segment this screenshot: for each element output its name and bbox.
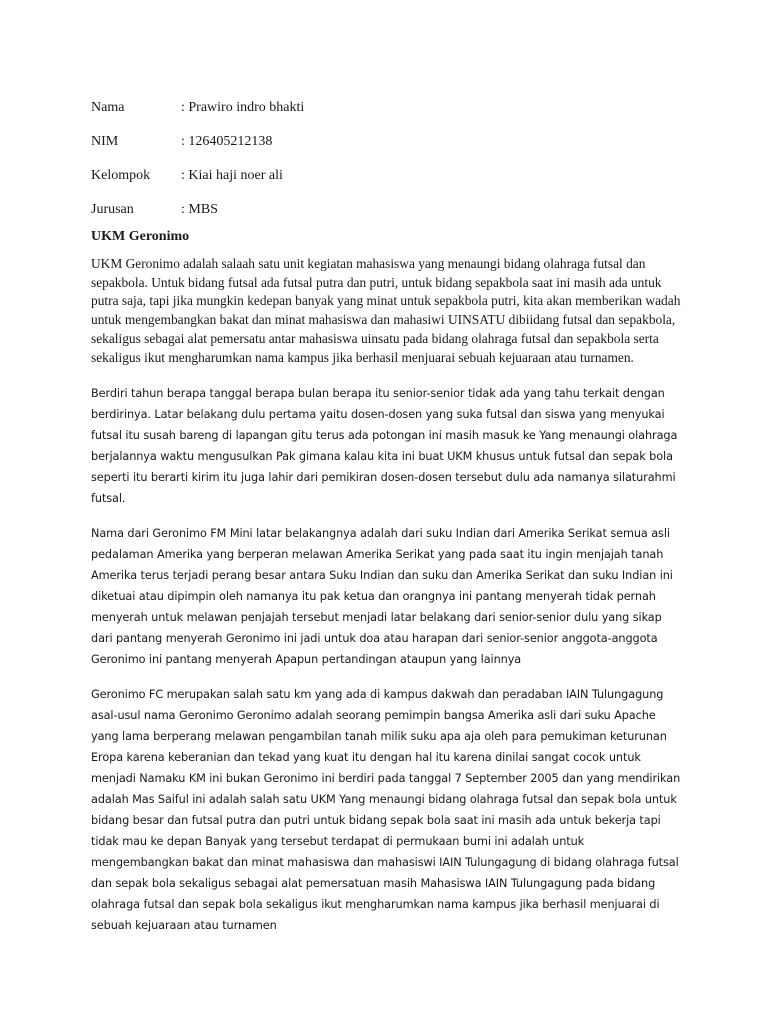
jurusan-value: : MBS bbox=[181, 202, 218, 217]
info-row-jurusan bbox=[91, 193, 681, 227]
paragraph-history: Berdiri tahun berapa tanggal berapa bulan berapa itu senior-senior tidak ada yang tahu terkait dengan berdirinya. Latar belakang dulu pertama yaitu dosen-dosen yang suka futsal dan siswa yang menyukai futsal itu susah bareng di lapangan gitu terus ada potongan ini masih masuk ke Yang menaungi olahraga berjalannya waktu mengusulkan Pak gimana kalau kita ini buat UKM khusus untuk futsal dan sepak bola seperti itu berarti kirim itu juga lahir dari pemikiran dosen-dosen tersebut dulu ada namanya silaturahmi futsal. bbox=[91, 387, 678, 506]
paragraph-intro: UKM Geronimo adalah salaah satu unit kegiatan mahasiswa yang menaungi bidang olahraga futsal dan sepakbola. Untuk bidang futsal ada futsal putra dan putri, untuk bidang sepakbola saat ini masih ada untuk putra saja, tapi jika mungkin kedepan banyak yang minat untuk sepakbola putri, kita akan memberikan wadah untuk mengembangkan bakat dan minat mahasiswa dan mahasiwi UINSATU dibiidang futsal dan sepakbola, sekaligus sebagai alat pemersatu antar mahasiswa uinsatu pada bidang olahraga futsal dan sepakbola serta sekaligus ikut mengharumkan nama kampus jika berhasil menjuarai sebuah kejuaraan atau turnamen. bbox=[91, 256, 681, 365]
nim-value: : 126405212138 bbox=[181, 134, 273, 149]
paragraph-name-origin: Nama dari Geronimo FM Mini latar belakangnya adalah dari suku Indian dari Amerika Serikat semua asli pedalaman Amerika yang berperan melawan Amerika Serikat yang pada saat itu ingin menjajah tanah Amerika terus terjadi perang besar antara Suku Indian dan suku dan Amerika Serikat dan suku Indian ini diketuai atau dipimpin oleh namanya itu pak ketua dan orangnya ini pantang menyerah tidak pernah menyerah untuk melawan penjajah tersebut menjadi latar belakang dari senior-senior dulu yang sikap dari pantang menyerah Geronimo ini jadi untuk doa atau harapan dari senior-senior anggota-anggota Geronimo ini pantang menyerah Apapun pertandingan ataupun yang lainnya bbox=[91, 527, 673, 667]
kelompok-label: Kelompok bbox=[91, 168, 151, 183]
jurusan-label: Jurusan bbox=[91, 202, 134, 217]
nama-label: Nama bbox=[91, 100, 125, 115]
nim-label: NIM bbox=[91, 134, 119, 149]
info-row-nama bbox=[91, 91, 681, 125]
kelompok-value: : Kiai haji noer ali bbox=[181, 168, 283, 183]
paragraph-geronimo-fc: Geronimo FC merupakan salah satu km yang ada di kampus dakwah dan peradaban IAIN Tulungagung asal-usul nama Geronimo Geronimo adalah seorang pemimpin bangsa Amerika asli dari suku Apache yang lama berperang melawan pengambilan tanah milik suku apa aja oleh para pemukiman keturunan Eropa karena keberanian dan tekad yang kuat itu dengan hal itu karena dinilai sangat cocok untuk menjadi Namaku KM ini bukan Geronimo ini berdiri pada tanggal 7 September 2005 dan yang mendirikan adalah Mas Saiful ini adalah salah satu UKM Yang menaungi bidang olahraga futsal dan sepak bola untuk bidang besar dan futsal putra dan putri untuk bidang sepak bola saat ini masih ada untuk bekerja tapi tidak mau ke depan Banyak yang tersebut terdapat di permukaan bumi ini adalah untuk mengembangkan bakat dan minat mahasiswa dan mahasiswi IAIN Tulungagung di bidang olahraga futsal dan sepak bola sekaligus sebagai alat pemersatuan masih Mahasiswa IAIN Tulungagung pada bidang olahraga futsal dan sepak bola sekaligus ikut mengharumkan nama kampus jika berhasil menjuarai di sebuah kejuaraan atau turnamen bbox=[91, 688, 681, 933]
section-heading: UKM Geronimo bbox=[91, 229, 190, 244]
nama-value: : Prawiro indro bhakti bbox=[181, 100, 305, 115]
document-page bbox=[91, 91, 681, 950]
info-row-kelompok bbox=[91, 159, 681, 193]
info-row-nim bbox=[91, 125, 681, 159]
